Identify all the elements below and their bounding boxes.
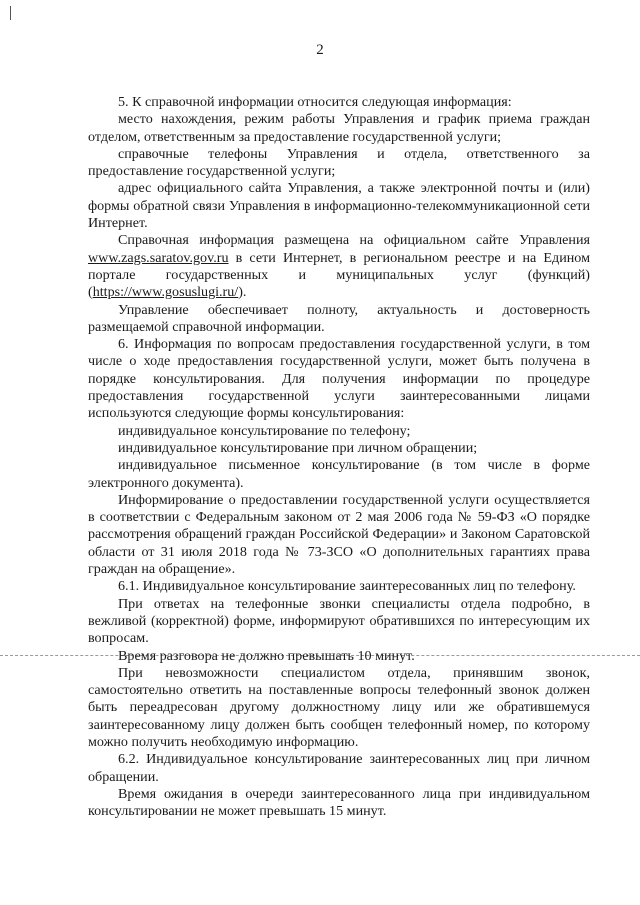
paragraph: Управление обеспечивает полноту, актуальность и достоверность размещаемой справочной информации. (88, 301, 590, 335)
paragraph: При ответах на телефонные звонки специалисты отдела подробно, в вежливой (корректной) форме, информируют обратившихся по интересующим их вопросам. (88, 595, 590, 647)
scan-edge-mark (10, 6, 11, 20)
paragraph: Время ожидания в очереди заинтересованного лица при индивидуальном консультировании не может превышать 15 минут. (88, 785, 590, 820)
site-paragraph (88, 232, 590, 301)
gosuslugi-link[interactable]: https://www.gosuslugi.ru/ (92, 284, 239, 301)
site-text-after: ). (238, 284, 247, 301)
page-number: 2 (316, 42, 324, 58)
paragraph: 5. К справочной информации относится следующая информация: (118, 94, 512, 110)
paragraph: индивидуальное письменное консультирование (в том числе в форме электронного документа). (88, 457, 590, 491)
paragraph: Информирование о предоставлении государственной услуги осуществляется в соответствии с Федеральным законом от 2 мая 2006 года № 59-ФЗ «О порядке рассмотрения обращений граждан Российской Федерации» и Законом Саратовской области от 31 июля 2018 года № 73-ЗСО «О дополнительных гарантиях права граждан на обращение». (88, 491, 590, 578)
paragraph: Время разговора не должно превышать 10 минут. (118, 647, 415, 664)
paragraph: индивидуальное консультирование при личном обращении; (118, 439, 478, 456)
paragraph: место нахождения, режим работы Управления и график приема граждан отделом, ответственным за предоставление государственной услуги; (88, 111, 590, 145)
document-body (88, 94, 590, 820)
paragraph: 6.2. Индивидуальное консультирование заинтересованных лиц при личном обращении. (88, 751, 590, 785)
paragraph: 6.1. Индивидуальное консультирование заинтересованных лиц по телефону. (118, 578, 576, 595)
paragraph: индивидуальное консультирование по телефону; (118, 422, 411, 439)
paragraph: адрес официального сайта Управления, а также электронной почты и (или) формы обратной связи Управления в информационно-телекоммуникационной сети Интернет. (88, 180, 590, 232)
zags-site-link[interactable]: www.zags.saratov.gov.ru (88, 249, 229, 266)
paragraph: 6. Информация по вопросам предоставления государственной услуги, в том числе о ходе предоставления государственной услуги, может быть получена в порядке консультирования. Для получения информации по процедуре предоставления государственной услуги заинтересованными лицами используются следующие формы консультирования: (88, 336, 590, 422)
site-text-middle: в сети Интернет, в региональном реестре и на Едином портале государственных и муниципальных услуг (функций) ( (88, 249, 590, 301)
paragraph: справочные телефоны Управления и отдела, ответственного за предоставление государственной услуги; (88, 145, 590, 180)
site-text-before: Справочная информация размещена на официальном сайте Управления (118, 232, 590, 249)
paragraph: При невозможности специалистом отдела, принявшим звонок, самостоятельно ответить на поставленные вопросы телефонный звонок должен быть переадресован другому должностному лицу или же обратившемуся заинтересованному лицу должен быть сообщен телефонный номер, по которому можно получить необходимую информацию. (88, 664, 590, 750)
